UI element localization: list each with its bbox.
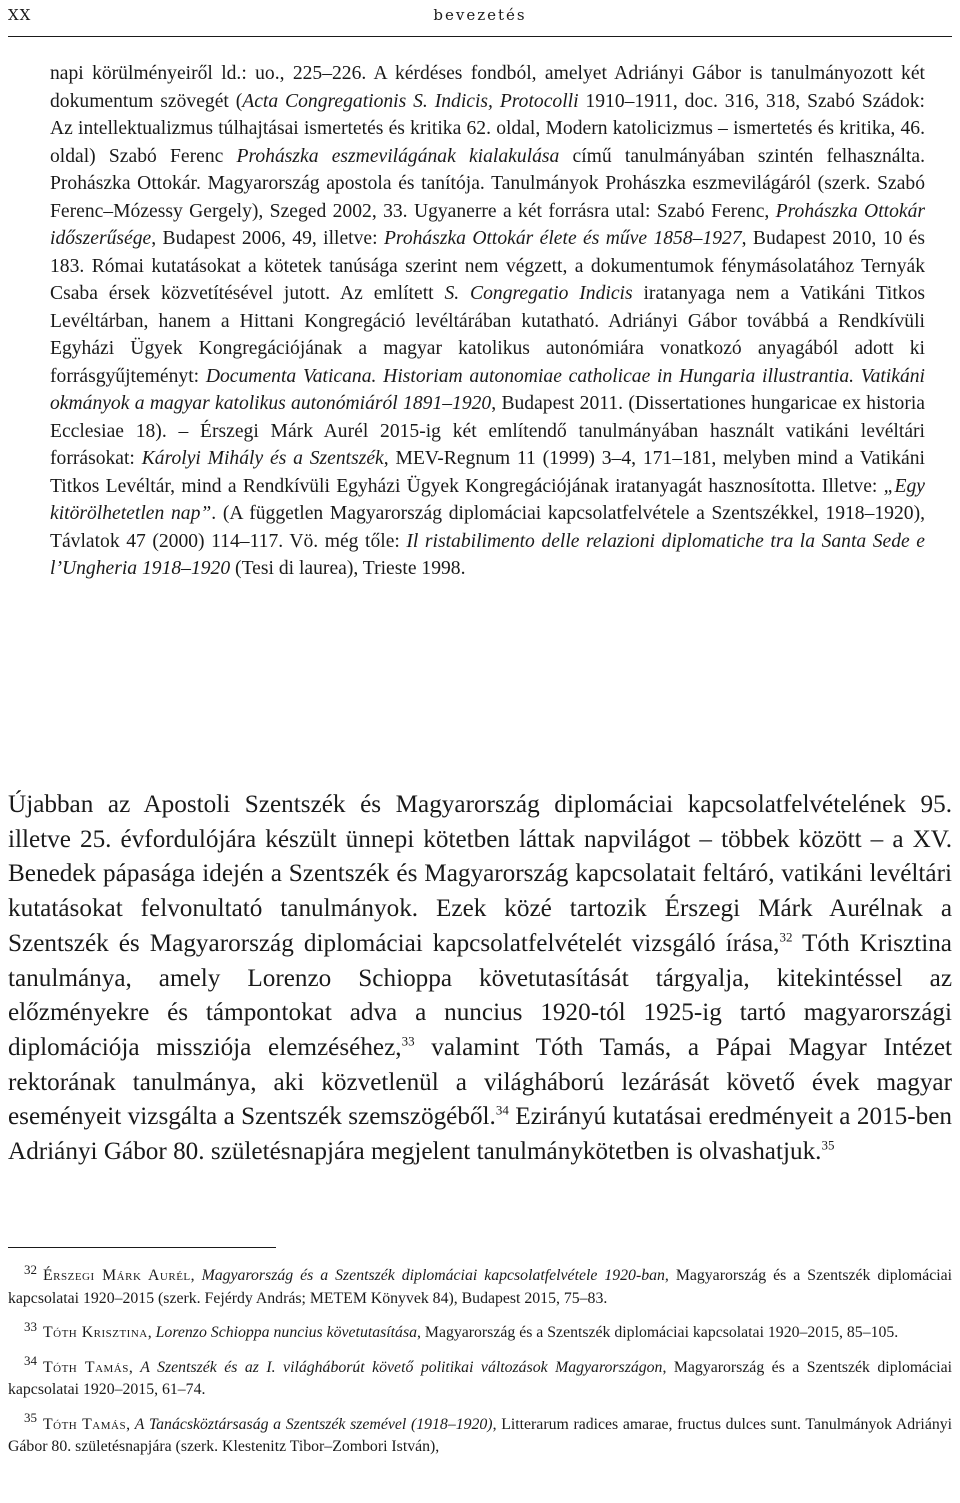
text-run: , Budapest 2010, 10 és 183. Római kutatásokat a kötetek tanúsága szerint nem végzett, a dokumentumok fénymásolatához Ternyák Csaba érsek közvetítésével jutott. Az említett (50, 228, 925, 304)
italic-text: Acta Congregationis S. Indicis, Protocolli (242, 90, 579, 112)
text-run: Ezirányú kutatásai eredményeit a 2015-ben Adriányi Gábor 80. születésnapjára megjelent tanulmánykötetben is olvashatjuk. (8, 1103, 952, 1166)
body-text (8, 788, 952, 1170)
footnote-number: 35 (24, 1410, 37, 1426)
text-run: valamint Tóth Tamás, a Pápai Magyar Intézet rektorának tanulmánya, aki közvetlenül a világháború lezárását követő évek magyar eseményeit vizsgálta a Szentszék szemszögéből. (8, 1033, 952, 1131)
page-number: XX (8, 6, 32, 24)
text-run: iratanyaga nem a Vatikáni Titkos Levéltárban, hanem a Hittani Kongregáció levéltárában kutatható. Adriányi Gábor továbbá a Rendkívüli Egyházi Ügyek Kongregációjának a magyar katolikus autonómiára vonatkozó anyagából adott ki forrásgyűjteményt: (50, 283, 925, 387)
author-name: Tóth Krisztina (43, 1324, 148, 1341)
footnotes (8, 1261, 953, 1471)
text-run: Újabban az Apostoli Szentszék és Magyarország diplomáciai kapcsolatfelvételének 95. illetve 25. évfordulójára készült ünnepi kötetben láttak napvilágot – többek között – a XV. Benedek pápasága idején a Szentszék és Magyarország kapcsolatait feltáró, vatikáni levéltári kutatásokat felvonultató tanulmányok. Ezek közé tartozik Érszegi Márk Aurélnak a Szentszék és Magyarország diplomáciai kapcsolatfelvételét vizsgáló írása, (8, 791, 952, 957)
text-run: , Litterarum radices amarae, fructus dulces sunt. Tanulmányok Adriányi Gábor 80. születésnapjára (szerk. Klestenitz Tibor–Zombori István), (8, 1415, 953, 1455)
text-run: , (147, 1324, 156, 1341)
text-run: című tanulmányában szintén felhasználta. Prohászka Ottokár. Magyarország apostola és tanítója. Tanulmányok Prohászka eszmevilágáról (szerk. Szabó Ferenc–Mózessy Gergely), Szeged 2002, 33. Ugyanerre a két forrásra utal: Szabó Ferenc, (50, 145, 925, 222)
continued-footnote-paragraph (50, 60, 925, 583)
footnote-number: 32 (24, 1261, 37, 1277)
text-run: , (126, 1415, 135, 1433)
text-run: , (190, 1267, 202, 1284)
text-run: (Tesi di laurea), Trieste 1998. (230, 558, 466, 579)
text-run: , Magyarország és a Szentszék diplomáciai kapcsolatai 1920–2015, 61–74. (8, 1358, 952, 1398)
italic-text: Prohászka Ottokár élete és műve 1858–1927 (383, 228, 742, 249)
text-run: Tóth Krisztina tanulmánya, amely Lorenzo Schioppa követutasítását tárgyalja, kitekintéssel az előzményekre és támpontokat adva a nuncius 1920-tól 1925-ig tartó magyarországi diplomációja missziója elemzéséhez, (8, 929, 952, 1061)
body-paragraph (8, 788, 952, 1170)
italic-text: A Szentszék és az I. világháborút követő politikai változások Magyarországon (140, 1358, 663, 1376)
author-name: Érszegi Márk Aurél (43, 1267, 191, 1284)
author-name: Tóth Tamás (43, 1415, 127, 1433)
italic-text: Prohászka eszmevilágának kialakulása (236, 145, 560, 167)
footnote-35 (8, 1410, 953, 1459)
footnote-number: 33 (24, 1318, 37, 1334)
author-name: Tóth Tamás (43, 1358, 129, 1376)
footnote-32 (8, 1261, 953, 1310)
text-run: , Magyarország és a Szentszék diplomáciai kapcsolatai 1920–2015 (szerk. Fejérdy András; METEM Könyvek 84), Budapest 2015, 75–83. (8, 1267, 953, 1307)
italic-text: Károlyi Mihály és a Szentszék (141, 448, 384, 469)
italic-text: S. Congregatio Indicis (444, 283, 633, 304)
text-run: , MEV-Regnum 11 (1999) 3–4, 171–181, melyben mind a Vatikáni Titkos Levéltár, mind a Rendkívüli Egyházi Ügyek Kongregációjának iratanyagát hasznosította. Illetve: (50, 448, 925, 497)
footnote-reference: 34 (495, 1102, 509, 1118)
footnote-reference: 33 (401, 1033, 415, 1049)
footnote-reference: 32 (779, 929, 793, 945)
italic-text: Lorenzo Schioppa nuncius követutasítása (155, 1324, 417, 1341)
italic-text: Il ristabilimento delle relazioni diplomatiche tra la Santa Sede e l’Ungheria 1918–1920 (50, 530, 925, 579)
italic-text: A Tanácsköztársaság a Szentszék szemével (1918–1920) (134, 1415, 493, 1433)
text-run: 1910–1911, doc. 316, 318, Szabó Szádok: Az intellektualizmus túlhajtásai ismertetés és kritika 62. oldal, Modern katolicizmus – ismertetés és kritika, 46. oldal) Szabó Ferenc (50, 90, 925, 167)
header-rule (8, 36, 952, 37)
text-run: , Budapest 2006, 49, illetve: (151, 228, 384, 249)
page-header (0, 6, 960, 30)
italic-text: Prohászka Ottokár időszerűsége (50, 200, 925, 249)
italic-text: Documenta Vaticana. Historiam autonomiae catholicae in Hungaria illustrantia. Vatikáni okmányok a magyar katolikus autonómiáról 1891–1920 (50, 365, 925, 414)
footnote-reference: 35 (821, 1137, 835, 1153)
text-run: , (128, 1358, 141, 1376)
continued-footnote-text (50, 60, 925, 583)
text-run: napi körülményeiről ld.: uo., 225–226. A kérdéses fondból, amelyet Adriányi Gábor is tanulmányozott két dokumentum szövegét ( (50, 63, 925, 112)
italic-text: Magyarország és a Szentszék diplomáciai kapcsolatfelvétele 1920-ban (201, 1267, 665, 1284)
footnote-34 (8, 1353, 952, 1402)
text-run: . (A független Magyarország diplomáciai kapcsolatfelvétele a Szentszékkel, 1918–1920), Távlatok 47 (2000) 114–117. Vö. még tőle: (50, 503, 925, 552)
footnote-33 (8, 1318, 952, 1345)
footnote-separator (8, 1247, 276, 1248)
text-run: , Magyarország és a Szentszék diplomáciai kapcsolatai 1920–2015, 85–105. (417, 1324, 899, 1341)
running-title: bevezetés (433, 6, 527, 24)
text-run: , Budapest 2011. (Dissertationes hungaricae ex historia Ecclesiae 18). – Érszegi Márk Aurél 2015-ig két említendő tanulmányában használt vatikáni levéltári forrásokat: (50, 393, 925, 469)
footnote-number: 34 (24, 1353, 37, 1369)
italic-text: „Egy kitörölhetetlen nap” (50, 475, 925, 524)
